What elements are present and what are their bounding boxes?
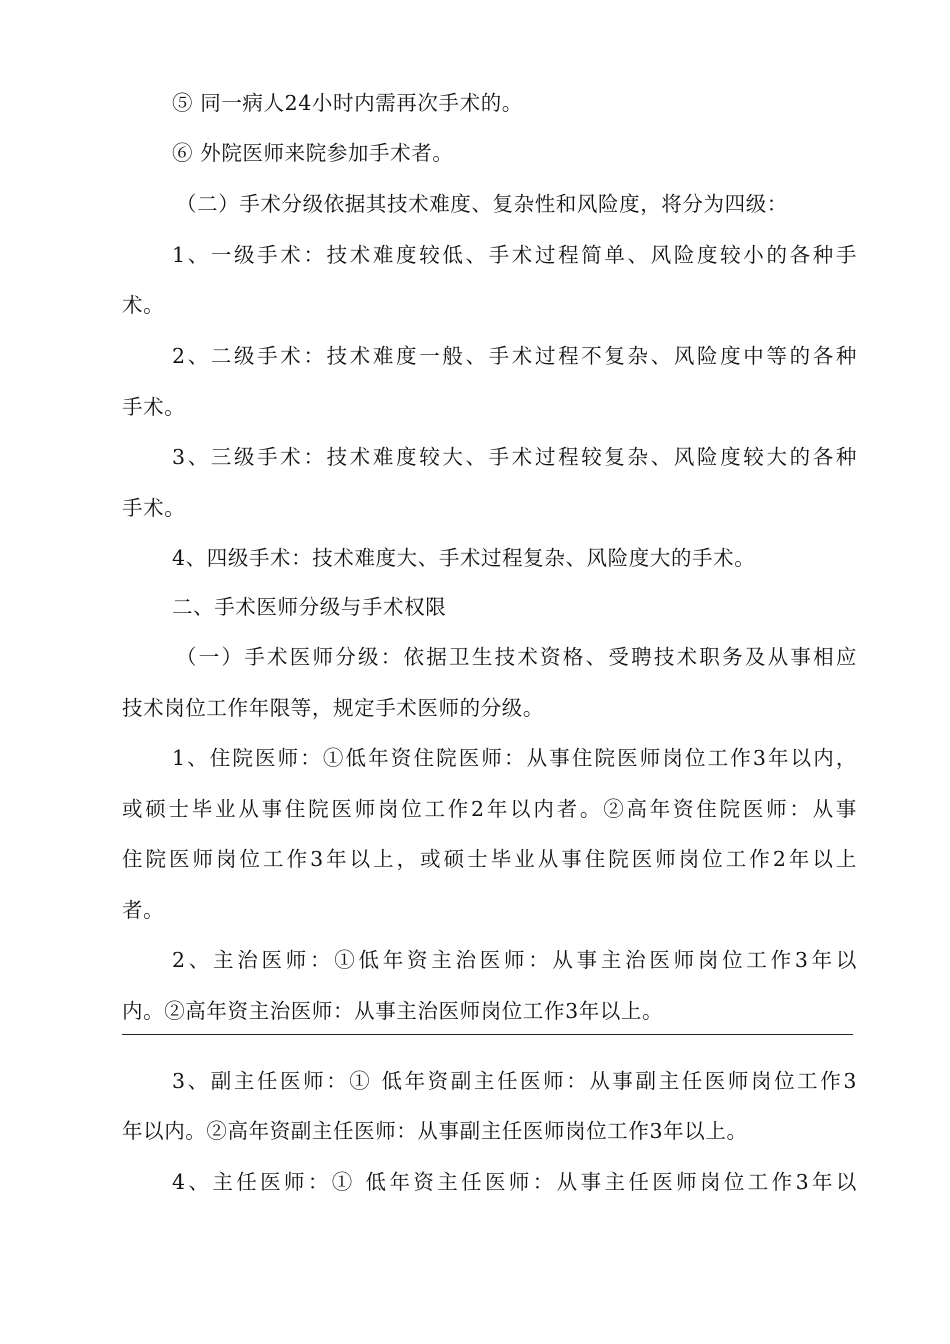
section-heading-surgery-grading: （二）手术分级依据其技术难度、复杂性和风险度，将分为四级：: [176, 192, 788, 216]
grade1-line1: 1、一级手术：技术难度较低、手术过程简单、风险度较小的各种手: [172, 243, 857, 267]
list-item-6: ⑥ 外院医师来院参加手术者。: [172, 141, 454, 165]
list-item-5: ⑤ 同一病人24小时内需再次手术的。: [172, 91, 523, 115]
surgeon-grading-line2: 技术岗位工作年限等，规定手术医师的分级。: [122, 696, 544, 720]
grade3-line2: 手术。: [122, 496, 186, 520]
attending-line1: 2、主治医师：①低年资主治医师：从事主治医师岗位工作3年以: [172, 948, 857, 972]
resident-line4: 者。: [122, 898, 165, 922]
associate-chief-line2: 年以内。②高年资副主任医师：从事副主任医师岗位工作3年以上。: [122, 1119, 748, 1143]
grade3-line1: 3、三级手术：技术难度较大、手术过程较复杂、风险度较大的各种: [172, 445, 857, 469]
associate-chief-line1: 3、副主任医师：① 低年资副主任医师：从事副主任医师岗位工作3: [172, 1069, 857, 1093]
grade2-line2: 手术。: [122, 395, 186, 419]
grade1-line2: 术。: [122, 293, 165, 317]
grade4-line1: 4、四级手术：技术难度大、手术过程复杂、风险度大的手术。: [172, 546, 756, 570]
surgeon-grading-line1: （一）手术医师分级：依据卫生技术资格、受聘技术职务及从事相应: [176, 645, 857, 669]
resident-line3: 住院医师岗位工作3年以上，或硕士毕业从事住院医师岗位工作2年以上: [122, 847, 857, 871]
resident-line2: 或硕士毕业从事住院医师岗位工作2年以内者。②高年资住院医师：从事: [122, 797, 857, 821]
section-heading-surgeon-grading: 二、手术医师分级与手术权限: [172, 595, 447, 619]
resident-line1: 1、住院医师：①低年资住院医师：从事住院医师岗位工作3年以内，: [172, 746, 857, 770]
attending-line2: 内。②高年资主治医师：从事主治医师岗位工作3年以上。: [122, 999, 664, 1023]
grade2-line1: 2、二级手术：技术难度一般、手术过程不复杂、风险度中等的各种: [172, 344, 857, 368]
chief-line1: 4、主任医师：① 低年资主任医师：从事主任医师岗位工作3年以: [172, 1170, 857, 1194]
page-divider: [122, 1034, 853, 1035]
